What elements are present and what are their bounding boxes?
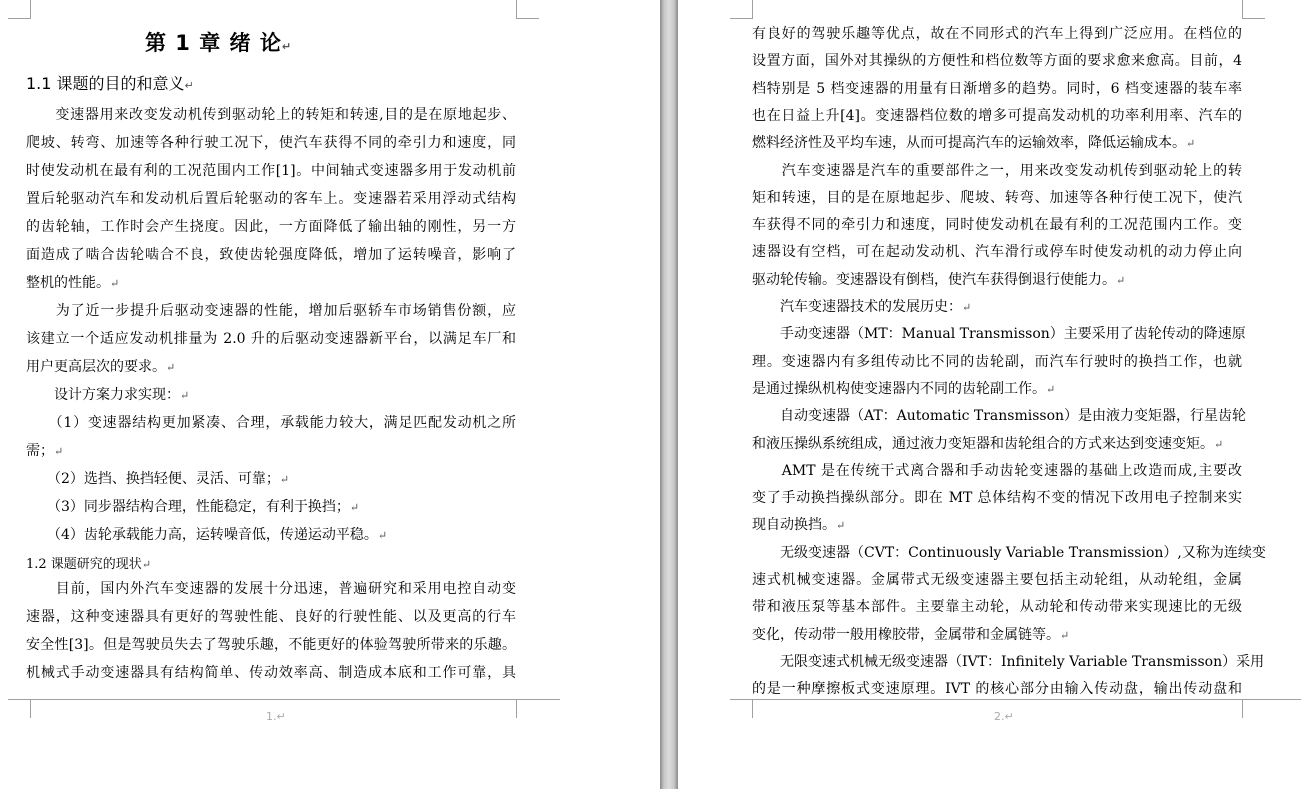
text-line: 速式机械变速器。金属带式无级变速器主要包括主动轮组，从动轮组，金属 [752,572,1242,588]
text-line: 有良好的驾驶乐趣等优点，故在不同形式的汽车上得到广泛应用。在档位的 [752,26,1242,42]
text-line: 整机的性能。↵ [26,275,120,291]
text-line: 燃料经济性及平均车速，从而可提高汽车的运输效率，降低运输成本。↵ [752,135,1196,152]
text-line: 汽车变速器是汽车的重要部件之一，用来改变发动机传到驱动轮上的转 [752,162,1242,179]
text-line: 也在日益上升[4]。变速器档位数的增多可提高发动机的功率利用率、汽车的 [752,107,1242,124]
text-line: 机械式手动变速器具有结构简单、传动效率高、制造成本底和工作可靠，具 [26,665,516,681]
text-line: 需；↵ [26,443,64,459]
text-line: 汽车变速器技术的发展历史：↵ [752,299,972,315]
text-line: 设置方面，国外对其操纵的方便性和档位数等方面的要求愈来愈高。目前，4 [752,53,1242,70]
page-number: 1.↵ [266,710,286,723]
chapter-title: 第 1 章 绪 论↵ [145,31,293,55]
crop-mark [516,700,539,718]
crop-mark [1242,700,1265,718]
text-line: AMT 是在传统干式离合器和手动齿轮变速器的基础上改造而成,主要改 [752,462,1242,479]
crop-mark [516,0,539,19]
text-line: 面造成了啮合齿轮啮合不良，致使齿轮强度降低，增加了运转噪音，影响了 [26,247,516,263]
text-line: （2）选挡、换挡轻便、灵活、可靠；↵ [26,471,290,487]
crop-mark [8,700,31,718]
text-line: 设计方案力求实现：↵ [26,387,190,403]
page-number: 2.↵ [994,710,1014,723]
text-line: 速器设有空档，可在起动发动机、汽车滑行或停车时使发动机的动力停止向 [752,244,1242,261]
page-gutter [660,0,678,789]
text-line: 现自动换挡。↵ [752,517,846,534]
crop-mark [8,0,31,19]
text-line: 该建立一个适应发动机排量为 2.0 升的后驱动变速器新平台，以满足车厂和 [26,331,516,347]
document-page-2 [678,0,1301,789]
text-line: 安全性[3]。但是驾驶员失去了驾驶乐趣，不能更好的体验驾驶所带来的乐趣。 [26,637,516,653]
crop-mark [730,700,753,718]
text-line: 速器，这种变速器具有更好的驾驶性能、良好的行驶性能、以及更高的行车 [26,609,516,625]
text-line: 自动变速器（AT：Automatic Transmisson）是由液力变矩器，行星齿轮 [752,408,1247,425]
text-line: 变化，传动带一般用橡胶带，金属带和金属链等。↵ [752,626,1070,643]
text-line: 带和液压泵等基本部件。主要靠主动轮，从动轮和传动带来实现速比的无级 [752,599,1242,616]
text-line: 是通过操纵机构使变速器内不同的齿轮副工作。↵ [752,380,1056,397]
text-line: （4）齿轮承载能力高，运转噪音低，传递运动平稳。↵ [26,527,388,543]
text-line: 车获得不同的牵引力和速度，同时使发动机在最有利的工况范围内工作。变 [752,217,1242,234]
text-line: 用户更高层次的要求。↵ [26,359,176,375]
text-line: 手动变速器（MT：Manual Transmisson）主要采用了齿轮传动的降速原 [752,326,1246,343]
text-line: 和液压操纵系统组成，通过液力变矩器和齿轮组合的方式来达到变速变矩。↵ [752,435,1224,452]
text-line: 时使发动机在最有利的工况范围内工作[1]。中间轴式变速器多用于发动机前 [26,163,516,179]
text-line: 无级变速器（CVT：Continuously Variable Transmission）,又称为连续变 [752,544,1266,561]
text-line: 变了手动换挡操纵部分。即在 MT 总体结构不变的情况下改用电子控制来实 [752,490,1242,507]
text-line: 的是一种摩擦板式变速原理。IVT 的核心部分由输入传动盘，输出传动盘和 [752,681,1242,698]
text-line: （3）同步器结构合理，性能稳定，有利于换挡；↵ [26,499,360,515]
text-line: 爬坡、转弯、加速等各种行驶工况下，使汽车获得不同的牵引力和速度，同 [26,135,516,151]
text-line: 矩和转速，目的是在原地起步、爬坡、转弯、加速等各种行使工况下，使汽 [752,189,1242,206]
text-line: 理。变速器内有多组传动比不同的齿轮副，而汽车行驶时的换挡工作，也就 [752,353,1242,370]
text-line: 的齿轮轴，工作时会产生挠度。因此，一方面降低了输出轴的刚性，另一方 [26,219,516,235]
crop-mark [730,0,753,19]
footer-rule [8,699,560,700]
footer-rule [730,699,1301,700]
crop-mark [1242,0,1265,19]
section-heading: 1.1 课题的目的和意义↵ [26,74,194,93]
text-line: 为了近一步提升后驱动变速器的性能，增加后驱轿车市场销售份额，应 [26,303,516,319]
text-line: 无限变速式机械无级变速器（IVT：Infinitely Variable Transmisson）采用 [752,653,1265,670]
text-line: 驱动轮传输。变速器设有倒档，使汽车获得倒退行使能力。↵ [752,271,1126,288]
text-line: 目前，国内外汽车变速器的发展十分迅速，普遍研究和采用电控自动变 [26,581,516,597]
text-line: 置后轮驱动汽车和发动机后置后轮驱动的客车上。变速器若采用浮动式结构 [26,191,516,207]
text-line: 档特别是 5 档变速器的用量有日渐增多的趋势。同时，6 档变速器的装车率 [752,80,1242,97]
text-line: （1）变速器结构更加紧凑、合理，承载能力较大，满足匹配发动机之所 [26,415,516,431]
subsection-heading: 1.2 课题研究的现状↵ [26,557,152,572]
text-line: 变速器用来改变发动机传到驱动轮上的转矩和转速,目的是在原地起步、 [26,107,516,123]
